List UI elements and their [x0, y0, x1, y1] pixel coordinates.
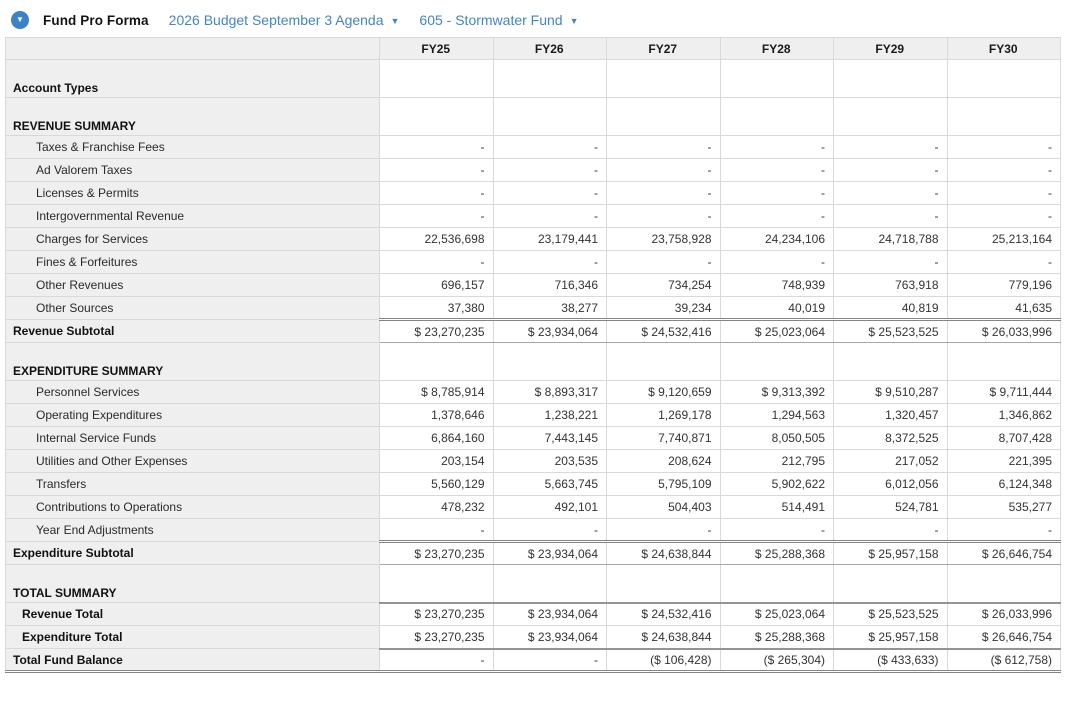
cell-value: -	[947, 159, 1061, 182]
cell-value: 6,012,056	[834, 473, 948, 496]
table-row	[6, 159, 1061, 182]
cell-value	[947, 60, 1061, 98]
cell-value: $ 9,313,392	[720, 381, 834, 404]
cell-value: 40,019	[720, 297, 834, 320]
cell-value	[720, 565, 834, 603]
table-row	[6, 404, 1061, 427]
cell-value: -	[493, 251, 607, 274]
table-row	[6, 182, 1061, 205]
row-label: TOTAL SUMMARY	[6, 565, 380, 603]
cell-value: 716,346	[493, 274, 607, 297]
cell-value: $ 23,270,235	[380, 603, 494, 626]
table-row	[6, 519, 1061, 542]
row-label: Other Revenues	[6, 274, 380, 297]
table-row	[6, 98, 1061, 136]
table-row	[6, 228, 1061, 251]
table-row	[6, 649, 1061, 672]
budget-dropdown-value: 2026 Budget September 3 Agenda	[168, 12, 384, 28]
table-body	[6, 60, 1061, 672]
cell-value: 5,795,109	[607, 473, 721, 496]
cell-value: -	[380, 251, 494, 274]
cell-value: -	[834, 182, 948, 205]
cell-value: 203,154	[380, 450, 494, 473]
table-row	[6, 320, 1061, 343]
row-label: Other Sources	[6, 297, 380, 320]
cell-value: -	[493, 136, 607, 159]
cell-value: 524,781	[834, 496, 948, 519]
column-header: FY27	[607, 38, 721, 60]
cell-value: 8,050,505	[720, 427, 834, 450]
cell-value: 5,902,622	[720, 473, 834, 496]
table-row	[6, 60, 1061, 98]
row-label: Expenditure Total	[6, 626, 380, 649]
cell-value: $ 25,957,158	[834, 626, 948, 649]
cell-value: 478,232	[380, 496, 494, 519]
cell-value: -	[834, 519, 948, 542]
cell-value: -	[947, 205, 1061, 228]
cell-value	[380, 60, 494, 98]
cell-value: 1,320,457	[834, 404, 948, 427]
chevron-down-icon: ▼	[569, 16, 579, 26]
cell-value: 748,939	[720, 274, 834, 297]
cell-value: $ 9,510,287	[834, 381, 948, 404]
cell-value: ($ 265,304)	[720, 649, 834, 672]
table-row	[6, 136, 1061, 159]
cell-value	[947, 565, 1061, 603]
row-label: Personnel Services	[6, 381, 380, 404]
table-row	[6, 343, 1061, 381]
cell-value: -	[720, 519, 834, 542]
cell-value: -	[380, 519, 494, 542]
cell-value: 39,234	[607, 297, 721, 320]
cell-value: 24,234,106	[720, 228, 834, 251]
row-label: Ad Valorem Taxes	[6, 159, 380, 182]
table-row	[6, 427, 1061, 450]
cell-value: $ 25,288,368	[720, 542, 834, 565]
cell-value: 514,491	[720, 496, 834, 519]
fund-dropdown[interactable]	[419, 12, 578, 28]
cell-value: -	[834, 205, 948, 228]
chevron-down-icon: ▼	[390, 16, 400, 26]
cell-value: $ 26,646,754	[947, 542, 1061, 565]
corner-cell	[6, 38, 380, 60]
cell-value: 6,864,160	[380, 427, 494, 450]
cell-value: 25,213,164	[947, 228, 1061, 251]
cell-value: 779,196	[947, 274, 1061, 297]
table-row	[6, 297, 1061, 320]
column-header: FY29	[834, 38, 948, 60]
cell-value: -	[493, 649, 607, 672]
row-label: Taxes & Franchise Fees	[6, 136, 380, 159]
row-label: Internal Service Funds	[6, 427, 380, 450]
cell-value: 504,403	[607, 496, 721, 519]
cell-value: -	[607, 159, 721, 182]
cell-value	[947, 343, 1061, 381]
cell-value: -	[720, 136, 834, 159]
cell-value	[834, 343, 948, 381]
table-row	[6, 274, 1061, 297]
row-label: Revenue Total	[6, 603, 380, 626]
cell-value	[947, 98, 1061, 136]
cell-value: -	[834, 159, 948, 182]
row-label: Revenue Subtotal	[6, 320, 380, 343]
cell-value	[607, 98, 721, 136]
cell-value: 5,663,745	[493, 473, 607, 496]
cell-value: -	[720, 182, 834, 205]
cell-value: 217,052	[834, 450, 948, 473]
cell-value: -	[607, 251, 721, 274]
cell-value: ($ 106,428)	[607, 649, 721, 672]
table-row	[6, 251, 1061, 274]
cell-value: $ 25,523,525	[834, 320, 948, 343]
cell-value: -	[607, 205, 721, 228]
cell-value: -	[834, 251, 948, 274]
cell-value: 24,718,788	[834, 228, 948, 251]
row-label: Operating Expenditures	[6, 404, 380, 427]
cell-value: 7,443,145	[493, 427, 607, 450]
cell-value	[607, 565, 721, 603]
cell-value: -	[380, 159, 494, 182]
table-row	[6, 381, 1061, 404]
table-row	[6, 565, 1061, 603]
cell-value: -	[380, 649, 494, 672]
cell-value: $ 24,638,844	[607, 626, 721, 649]
cell-value	[380, 98, 494, 136]
cell-value: 41,635	[947, 297, 1061, 320]
column-header: FY25	[380, 38, 494, 60]
cell-value: 203,535	[493, 450, 607, 473]
cell-value: $ 25,957,158	[834, 542, 948, 565]
cell-value: 5,560,129	[380, 473, 494, 496]
cell-value: $ 23,934,064	[493, 603, 607, 626]
toolbar	[0, 0, 1066, 35]
cell-value: -	[380, 205, 494, 228]
cell-value: -	[720, 205, 834, 228]
cell-value: -	[834, 136, 948, 159]
cell-value: $ 24,532,416	[607, 320, 721, 343]
table-row	[6, 603, 1061, 626]
row-label: Total Fund Balance	[6, 649, 380, 672]
cell-value: 38,277	[493, 297, 607, 320]
cell-value: 40,819	[834, 297, 948, 320]
table-header	[6, 38, 1061, 60]
row-label: Licenses & Permits	[6, 182, 380, 205]
cell-value: 492,101	[493, 496, 607, 519]
row-label: REVENUE SUMMARY	[6, 98, 380, 136]
page-title: Fund Pro Forma	[43, 12, 149, 28]
column-header: FY26	[493, 38, 607, 60]
pro-forma-table	[5, 37, 1061, 673]
cell-value: $ 23,934,064	[493, 626, 607, 649]
cell-value: 212,795	[720, 450, 834, 473]
cell-value: -	[607, 182, 721, 205]
cell-value: -	[493, 519, 607, 542]
cell-value: 7,740,871	[607, 427, 721, 450]
row-label: Expenditure Subtotal	[6, 542, 380, 565]
row-label: Intergovernmental Revenue	[6, 205, 380, 228]
cell-value: $ 8,893,317	[493, 381, 607, 404]
cell-value: 763,918	[834, 274, 948, 297]
cell-value	[720, 60, 834, 98]
column-header: FY30	[947, 38, 1061, 60]
cell-value: $ 25,523,525	[834, 603, 948, 626]
cell-value: $ 8,785,914	[380, 381, 494, 404]
cell-value	[493, 60, 607, 98]
cell-value: 734,254	[607, 274, 721, 297]
cell-value: 208,624	[607, 450, 721, 473]
row-label: Transfers	[6, 473, 380, 496]
cell-value: 1,269,178	[607, 404, 721, 427]
table-row	[6, 496, 1061, 519]
cell-value: $ 24,638,844	[607, 542, 721, 565]
cell-value	[607, 343, 721, 381]
cell-value: $ 23,270,235	[380, 626, 494, 649]
cell-value: 6,124,348	[947, 473, 1061, 496]
row-label: Utilities and Other Expenses	[6, 450, 380, 473]
cell-value: $ 25,023,064	[720, 603, 834, 626]
cell-value	[607, 60, 721, 98]
row-label: Account Types	[6, 60, 380, 98]
row-label: Contributions to Operations	[6, 496, 380, 519]
cell-value: $ 24,532,416	[607, 603, 721, 626]
cell-value: -	[607, 519, 721, 542]
fund-dropdown-value: 605 - Stormwater Fund	[419, 12, 563, 28]
cell-value: 1,378,646	[380, 404, 494, 427]
row-label: Fines & Forfeitures	[6, 251, 380, 274]
cell-value: -	[947, 519, 1061, 542]
budget-dropdown[interactable]	[169, 12, 400, 28]
column-header: FY28	[720, 38, 834, 60]
cell-value: -	[947, 251, 1061, 274]
cell-value: 696,157	[380, 274, 494, 297]
cell-value: 1,238,221	[493, 404, 607, 427]
cell-value: $ 9,711,444	[947, 381, 1061, 404]
cell-value: $ 23,934,064	[493, 542, 607, 565]
cell-value: 1,346,862	[947, 404, 1061, 427]
cell-value: 8,372,525	[834, 427, 948, 450]
cell-value: -	[380, 136, 494, 159]
cell-value: -	[947, 136, 1061, 159]
cell-value: -	[947, 182, 1061, 205]
cell-value	[834, 60, 948, 98]
cell-value: -	[607, 136, 721, 159]
cell-value: $ 23,270,235	[380, 320, 494, 343]
table-row	[6, 542, 1061, 565]
cell-value: $ 23,270,235	[380, 542, 494, 565]
cell-value: 221,395	[947, 450, 1061, 473]
cell-value: ($ 433,633)	[834, 649, 948, 672]
row-label: Year End Adjustments	[6, 519, 380, 542]
cell-value: 535,277	[947, 496, 1061, 519]
cell-value	[834, 98, 948, 136]
cell-value: -	[493, 159, 607, 182]
cell-value: 23,179,441	[493, 228, 607, 251]
cell-value: 1,294,563	[720, 404, 834, 427]
cell-value: -	[720, 251, 834, 274]
cell-value	[380, 565, 494, 603]
cell-value: 22,536,698	[380, 228, 494, 251]
row-label: Charges for Services	[6, 228, 380, 251]
row-label: EXPENDITURE SUMMARY	[6, 343, 380, 381]
cell-value: 37,380	[380, 297, 494, 320]
cell-value	[493, 343, 607, 381]
cell-value: $ 26,033,996	[947, 320, 1061, 343]
cell-value: $ 26,033,996	[947, 603, 1061, 626]
cell-value: $ 26,646,754	[947, 626, 1061, 649]
cell-value	[493, 565, 607, 603]
cell-value	[720, 343, 834, 381]
column-header-row	[6, 38, 1061, 60]
cell-value: 8,707,428	[947, 427, 1061, 450]
cell-value: $ 25,288,368	[720, 626, 834, 649]
cell-value: ($ 612,758)	[947, 649, 1061, 672]
cell-value: -	[720, 159, 834, 182]
cell-value: $ 25,023,064	[720, 320, 834, 343]
cell-value: -	[493, 205, 607, 228]
cell-value	[493, 98, 607, 136]
cell-value: -	[493, 182, 607, 205]
cell-value	[380, 343, 494, 381]
table-row	[6, 205, 1061, 228]
cell-value: -	[380, 182, 494, 205]
collapse-toggle-icon[interactable]: ▼	[11, 11, 29, 29]
table-row	[6, 626, 1061, 649]
cell-value	[834, 565, 948, 603]
cell-value: $ 23,934,064	[493, 320, 607, 343]
cell-value: 23,758,928	[607, 228, 721, 251]
cell-value: $ 9,120,659	[607, 381, 721, 404]
table-row	[6, 450, 1061, 473]
table-row	[6, 473, 1061, 496]
cell-value	[720, 98, 834, 136]
